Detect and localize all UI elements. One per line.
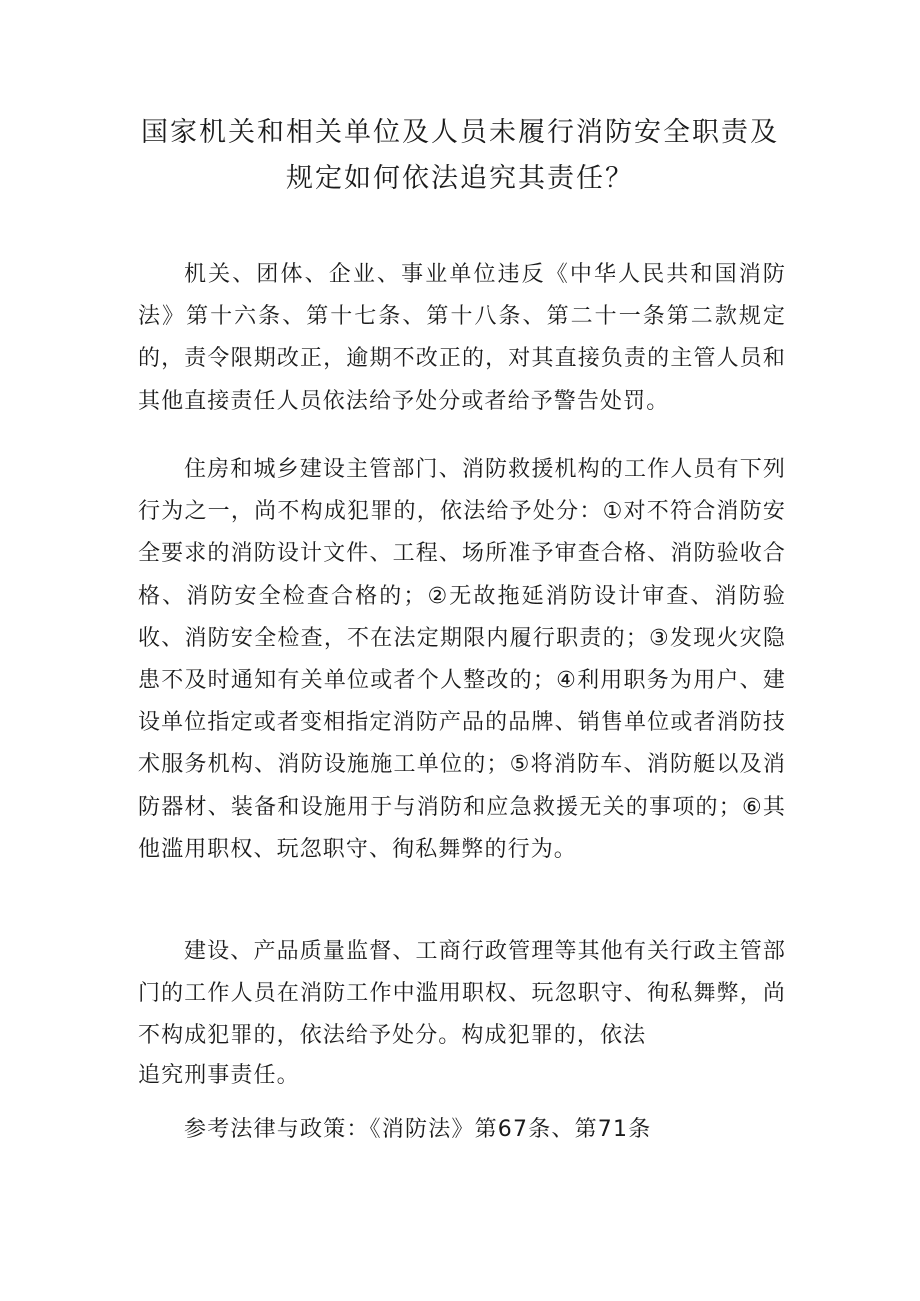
- reference-line: 参考法律与政策：《消防法》第67条、第71条: [184, 1117, 652, 1142]
- paragraph-2: 住房和城乡建设主管部门、消防救援机构的工作人员有下列行为之一，尚不构成犯罪的，依法给予处分：①对不符合消防安全要求的消防设计文件、工程、场所准予审查合格、消防验收合格、消防安全检查合格的；②无故拖延消防设计审查、消防验收、消防安全检查，不在法定期限内履行职责的；③发现火灾隐患不及时通知有关单位或者个人整改的；④利用职务为用户、建设单位指定或者变相指定消防产品的品牌、销售单位或者消防技术服务机构、消防设施施工单位的；⑤将消防车、消防艇以及消防器材、装备和设施用于与消防和应急救援无关的事项的；⑥其他滥用职权、玩忽职守、徇私舞弊的行为。: [138, 457, 786, 862]
- title-line-1: 国家机关和相关单位及人员未履行消防安全职责及: [141, 117, 779, 148]
- paragraph-1: 机关、团体、企业、事业单位违反《中华人民共和国消防法》第十六条、第十七条、第十八条、第二十一条第二款规定的，责令限期改正，逾期不改正的，对其直接负责的主管人员和其他直接责任人员依法给予处分或者给予警告处罚。: [138, 262, 786, 414]
- document-title: [120, 110, 800, 202]
- paragraph-3-tail: 追究刑事责任。: [138, 1062, 300, 1088]
- paragraph-3-main: 建设、产品质量监督、工商行政管理等其他有关行政主管部门的工作人员在消防工作中滥用职权、玩忽职守、徇私舞弊，尚不构成犯罪的，依法给予处分。构成犯罪的，依法: [138, 939, 786, 1049]
- paragraph-3: [138, 931, 786, 1094]
- title-line-2: 规定如何依法追究其责任？: [286, 163, 634, 194]
